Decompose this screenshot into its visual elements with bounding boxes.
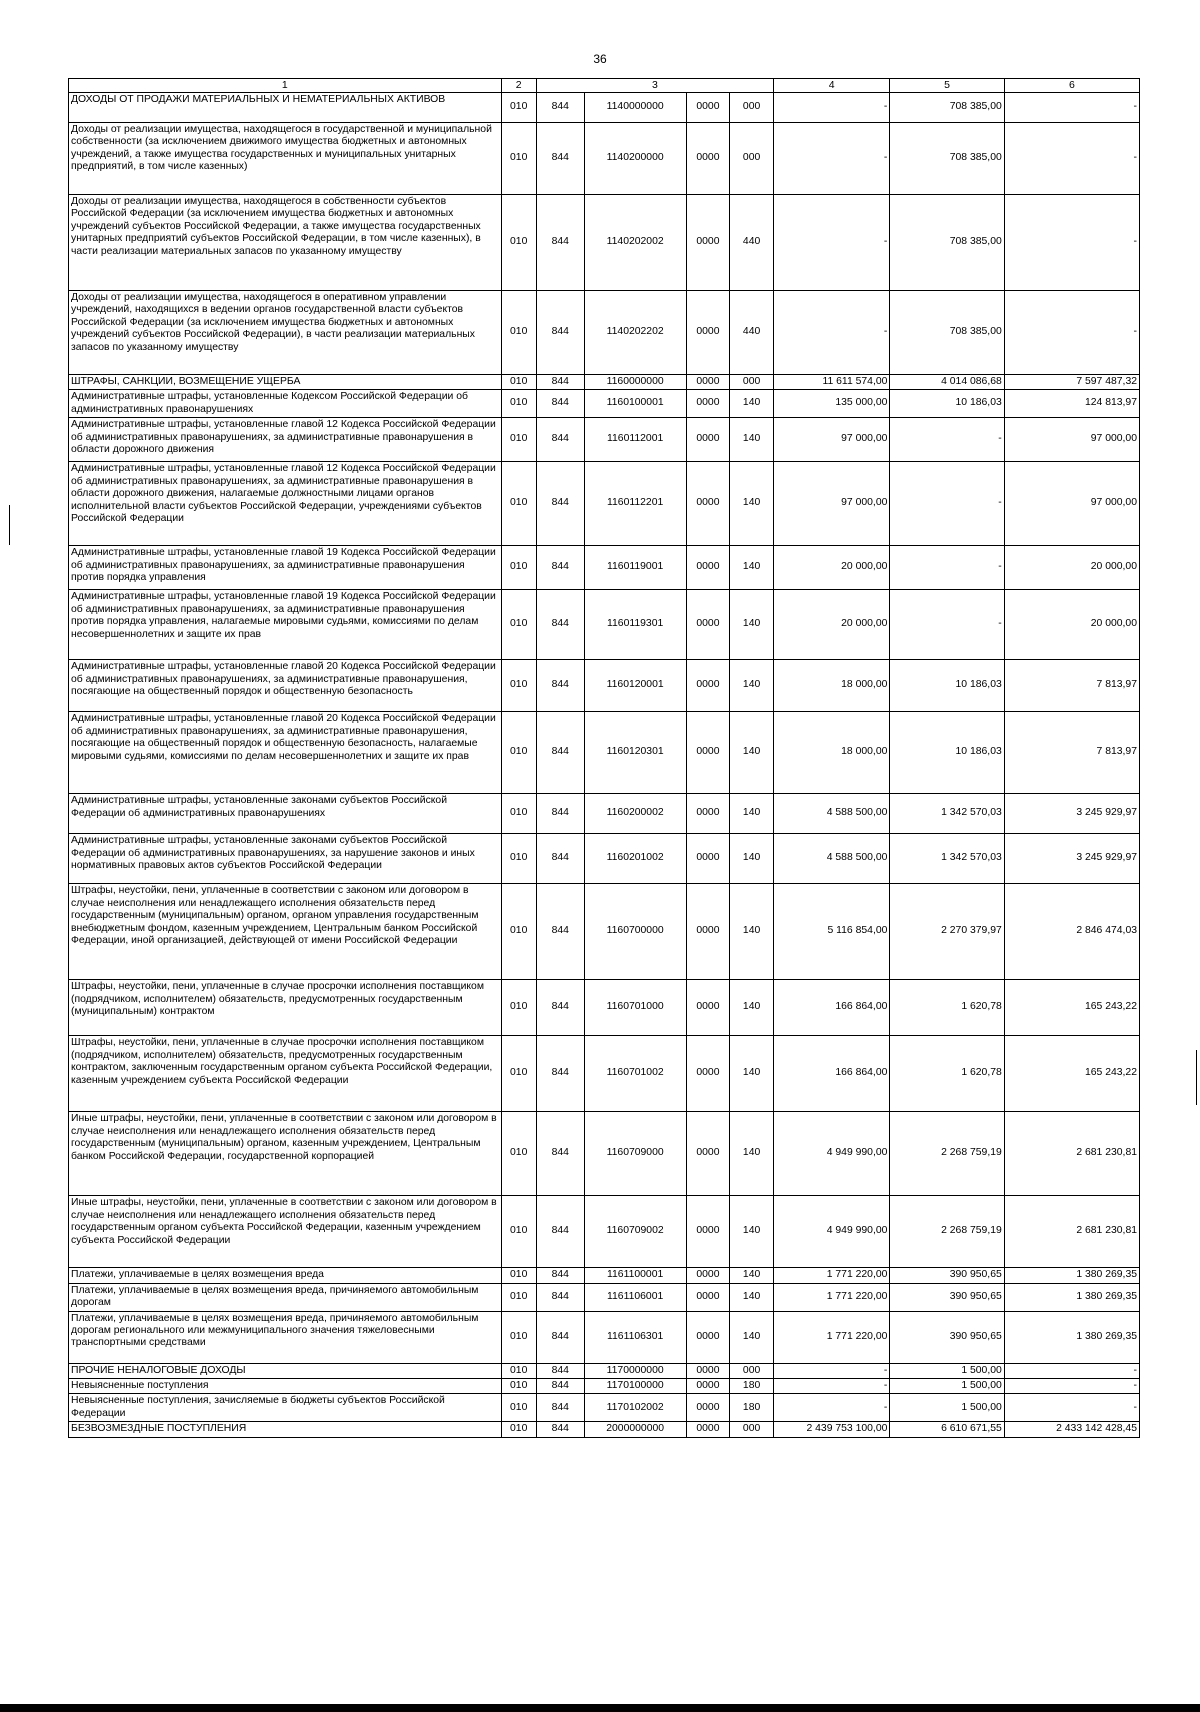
row-unexecuted-amount: -: [1004, 290, 1139, 374]
row-revenue-code: 1160119301: [584, 590, 686, 660]
row-revenue-code: 1160112001: [584, 418, 686, 462]
row-admin-code: 844: [536, 546, 584, 590]
row-name: Административные штрафы, установленные главой 19 Кодекса Российской Федерации об административных правонарушениях, за административные правонарушения против порядка управления: [69, 546, 502, 590]
row-name: Административные штрафы, установленные Кодексом Российской Федерации об административных правонарушениях: [69, 390, 502, 418]
row-executed-amount: -: [890, 462, 1004, 546]
row-executed-amount: 1 342 570,03: [890, 834, 1004, 884]
row-name: Платежи, уплачиваемые в целях возмещения вреда, причиняемого автомобильным дорогам: [69, 1283, 502, 1311]
row-executed-amount: 6 610 671,55: [890, 1422, 1004, 1437]
row-kosgu-code: 140: [730, 794, 774, 834]
row-admin-code: 844: [536, 834, 584, 884]
row-line-code: 010: [501, 712, 536, 794]
table-row: [69, 1036, 1140, 1112]
row-program-code: 0000: [686, 1422, 730, 1437]
row-kosgu-code: 140: [730, 462, 774, 546]
row-revenue-code: 1161106001: [584, 1283, 686, 1311]
row-approved-amount: 4 949 990,00: [773, 1196, 889, 1268]
table-row: [69, 374, 1140, 389]
row-approved-amount: 4 949 990,00: [773, 1112, 889, 1196]
row-admin-code: 844: [536, 1283, 584, 1311]
table-row: [69, 194, 1140, 290]
row-name: Доходы от реализации имущества, находящегося в государственной и муниципальной собственности (за исключением движимого имущества бюджетных и автономных учреждений, а также имущества государственных и муниципальных унитарных предприятий, в том числе казенных): [69, 122, 502, 194]
row-admin-code: 844: [536, 660, 584, 712]
row-program-code: 0000: [686, 1378, 730, 1393]
column-header-3: 3: [536, 79, 773, 93]
row-unexecuted-amount: 1 380 269,35: [1004, 1283, 1139, 1311]
row-unexecuted-amount: -: [1004, 1394, 1139, 1422]
row-name: Доходы от реализации имущества, находящегося в собственности субъектов Российской Федерации (за исключением имущества бюджетных и автономных учреждений субъектов Российской Федерации, а также имущества государственных унитарных предприятий субъектов Российской Федерации, в том числе казенных), в части реализации материальных запасов по указанному имуществу: [69, 194, 502, 290]
row-admin-code: 844: [536, 1196, 584, 1268]
row-revenue-code: 1140200000: [584, 122, 686, 194]
page-number: 36: [593, 52, 607, 66]
table-row: [69, 1268, 1140, 1283]
table-row: [69, 92, 1140, 122]
row-approved-amount: 5 116 854,00: [773, 884, 889, 980]
row-name: Невыясненные поступления, зачисляемые в бюджеты субъектов Российской Федерации: [69, 1394, 502, 1422]
table-row: [69, 590, 1140, 660]
table-row: [69, 660, 1140, 712]
row-unexecuted-amount: 3 245 929,97: [1004, 794, 1139, 834]
row-unexecuted-amount: 124 813,97: [1004, 390, 1139, 418]
row-unexecuted-amount: 165 243,22: [1004, 980, 1139, 1036]
row-name: ДОХОДЫ ОТ ПРОДАЖИ МАТЕРИАЛЬНЫХ И НЕМАТЕРИАЛЬНЫХ АКТИВОВ: [69, 92, 502, 122]
table-row: [69, 290, 1140, 374]
row-revenue-code: 1140000000: [584, 92, 686, 122]
table-row: [69, 1378, 1140, 1393]
row-revenue-code: 1160000000: [584, 374, 686, 389]
table-row: [69, 1422, 1140, 1437]
row-unexecuted-amount: 1 380 269,35: [1004, 1268, 1139, 1283]
table-row: [69, 1311, 1140, 1363]
row-program-code: 0000: [686, 546, 730, 590]
row-line-code: 010: [501, 1311, 536, 1363]
row-approved-amount: -: [773, 1363, 889, 1378]
row-admin-code: 844: [536, 1422, 584, 1437]
row-approved-amount: 18 000,00: [773, 660, 889, 712]
column-header-4: 4: [773, 79, 889, 93]
table-row: [69, 390, 1140, 418]
row-name: Административные штрафы, установленные главой 12 Кодекса Российской Федерации об административных правонарушениях, за административные правонарушения в области дорожного движения: [69, 418, 502, 462]
row-kosgu-code: 140: [730, 418, 774, 462]
row-program-code: 0000: [686, 462, 730, 546]
row-admin-code: 844: [536, 1036, 584, 1112]
table-row: [69, 122, 1140, 194]
row-revenue-code: 1160709000: [584, 1112, 686, 1196]
row-name: Иные штрафы, неустойки, пени, уплаченные в соответствии с законом или договором в случае неисполнения или ненадлежащего исполнения обязательств перед государственным (муниципальным) органом, казенным учреждением, Центральным банком Российской Федерации, государственной корпорацией: [69, 1112, 502, 1196]
row-approved-amount: 97 000,00: [773, 462, 889, 546]
row-executed-amount: 708 385,00: [890, 194, 1004, 290]
row-kosgu-code: 140: [730, 660, 774, 712]
row-program-code: 0000: [686, 92, 730, 122]
row-line-code: 010: [501, 834, 536, 884]
row-revenue-code: 1160700000: [584, 884, 686, 980]
row-executed-amount: 1 620,78: [890, 980, 1004, 1036]
row-unexecuted-amount: 97 000,00: [1004, 418, 1139, 462]
row-program-code: 0000: [686, 1363, 730, 1378]
table-row: [69, 462, 1140, 546]
row-approved-amount: -: [773, 1394, 889, 1422]
row-program-code: 0000: [686, 418, 730, 462]
row-program-code: 0000: [686, 660, 730, 712]
row-executed-amount: 1 342 570,03: [890, 794, 1004, 834]
row-approved-amount: 18 000,00: [773, 712, 889, 794]
row-executed-amount: 2 268 759,19: [890, 1196, 1004, 1268]
table-row: [69, 884, 1140, 980]
row-executed-amount: -: [890, 590, 1004, 660]
column-header-6: 6: [1004, 79, 1139, 93]
row-name: Административные штрафы, установленные главой 12 Кодекса Российской Федерации об административных правонарушениях, за административные правонарушения в области дорожного движения, налагаемые должностными лицами органов исполнительной власти субъектов Российской Федерации, учреждениями субъектов Российской Федерации: [69, 462, 502, 546]
row-kosgu-code: 140: [730, 590, 774, 660]
row-executed-amount: 390 950,65: [890, 1283, 1004, 1311]
row-line-code: 010: [501, 884, 536, 980]
row-kosgu-code: 140: [730, 1311, 774, 1363]
row-executed-amount: 708 385,00: [890, 290, 1004, 374]
row-admin-code: 844: [536, 462, 584, 546]
table-row: [69, 1283, 1140, 1311]
page-bottom-edge: [0, 1704, 1200, 1712]
row-program-code: 0000: [686, 194, 730, 290]
row-admin-code: 844: [536, 1394, 584, 1422]
row-unexecuted-amount: 97 000,00: [1004, 462, 1139, 546]
row-executed-amount: 708 385,00: [890, 92, 1004, 122]
row-line-code: 010: [501, 1422, 536, 1437]
row-kosgu-code: 000: [730, 1363, 774, 1378]
row-program-code: 0000: [686, 590, 730, 660]
row-admin-code: 844: [536, 418, 584, 462]
row-program-code: 0000: [686, 1283, 730, 1311]
row-line-code: 010: [501, 1268, 536, 1283]
row-program-code: 0000: [686, 1311, 730, 1363]
row-revenue-code: 1160701002: [584, 1036, 686, 1112]
row-approved-amount: -: [773, 1378, 889, 1393]
row-revenue-code: 1161106301: [584, 1311, 686, 1363]
row-approved-amount: -: [773, 92, 889, 122]
row-line-code: 010: [501, 92, 536, 122]
row-program-code: 0000: [686, 834, 730, 884]
row-executed-amount: 390 950,65: [890, 1268, 1004, 1283]
row-unexecuted-amount: 2 433 142 428,45: [1004, 1422, 1139, 1437]
row-approved-amount: -: [773, 122, 889, 194]
row-line-code: 010: [501, 1283, 536, 1311]
row-unexecuted-amount: 2 846 474,03: [1004, 884, 1139, 980]
table-row: [69, 712, 1140, 794]
row-kosgu-code: 440: [730, 194, 774, 290]
row-kosgu-code: 140: [730, 712, 774, 794]
row-line-code: 010: [501, 1036, 536, 1112]
row-unexecuted-amount: 20 000,00: [1004, 546, 1139, 590]
row-revenue-code: 2000000000: [584, 1422, 686, 1437]
row-program-code: 0000: [686, 1112, 730, 1196]
row-kosgu-code: 180: [730, 1378, 774, 1393]
row-kosgu-code: 140: [730, 884, 774, 980]
row-name: Штрафы, неустойки, пени, уплаченные в случае просрочки исполнения поставщиком (подрядчиком, исполнителем) обязательств, предусмотренных государственным контрактом, заключенным государственным органом субъекта Российской Федерации, казенным учреждением субъекта Российской Федерации: [69, 1036, 502, 1112]
row-unexecuted-amount: 20 000,00: [1004, 590, 1139, 660]
row-revenue-code: 1160119001: [584, 546, 686, 590]
row-unexecuted-amount: -: [1004, 1378, 1139, 1393]
table-body: [69, 79, 1140, 1438]
row-line-code: 010: [501, 546, 536, 590]
row-line-code: 010: [501, 390, 536, 418]
row-unexecuted-amount: -: [1004, 1363, 1139, 1378]
row-line-code: 010: [501, 418, 536, 462]
column-number-header: [69, 79, 1140, 93]
row-approved-amount: 97 000,00: [773, 418, 889, 462]
row-approved-amount: -: [773, 290, 889, 374]
row-program-code: 0000: [686, 1394, 730, 1422]
row-name: Административные штрафы, установленные главой 20 Кодекса Российской Федерации об административных правонарушениях, за административные правонарушения, посягающие на общественный порядок и общественную безопасность, налагаемые мировыми судьями, комиссиями по делам несовершеннолетних и защите их прав: [69, 712, 502, 794]
row-line-code: 010: [501, 794, 536, 834]
row-line-code: 010: [501, 290, 536, 374]
row-admin-code: 844: [536, 712, 584, 794]
row-revenue-code: 1160200002: [584, 794, 686, 834]
row-line-code: 010: [501, 374, 536, 389]
row-revenue-code: 1170102002: [584, 1394, 686, 1422]
row-name: Доходы от реализации имущества, находящегося в оперативном управлении учреждений, находящихся в ведении органов государственной власти субъектов Российской Федерации (за исключением имущества бюджетных и автономных учреждений субъектов Российской Федерации), в части реализации материальных запасов по указанному имуществу: [69, 290, 502, 374]
scan-artifact-line: [1196, 1050, 1197, 1105]
scan-artifact-line: [9, 505, 10, 545]
row-name: Административные штрафы, установленные главой 19 Кодекса Российской Федерации об административных правонарушениях, за административные правонарушения против порядка управления, налагаемые мировыми судьями, комиссиями по делам несовершеннолетних и защите их прав: [69, 590, 502, 660]
row-admin-code: 844: [536, 374, 584, 389]
row-unexecuted-amount: 2 681 230,81: [1004, 1112, 1139, 1196]
table-row: [69, 1112, 1140, 1196]
row-name: Штрафы, неустойки, пени, уплаченные в случае просрочки исполнения поставщиком (подрядчиком, исполнителем) обязательств, предусмотренных государственным (муниципальным) контрактом: [69, 980, 502, 1036]
row-approved-amount: 20 000,00: [773, 590, 889, 660]
row-executed-amount: 1 500,00: [890, 1363, 1004, 1378]
row-name: Иные штрафы, неустойки, пени, уплаченные в соответствии с законом или договором в случае неисполнения или ненадлежащего исполнения обязательств перед государственным органом субъекта Российской Федерации, казенным учреждением субъекта Российской Федерации: [69, 1196, 502, 1268]
row-line-code: 010: [501, 1378, 536, 1393]
row-kosgu-code: 140: [730, 1112, 774, 1196]
row-executed-amount: -: [890, 418, 1004, 462]
row-program-code: 0000: [686, 374, 730, 389]
revenue-report-table-container: [68, 78, 1140, 1438]
row-kosgu-code: 140: [730, 1268, 774, 1283]
column-header-2: 2: [501, 79, 536, 93]
row-admin-code: 844: [536, 290, 584, 374]
row-admin-code: 844: [536, 1112, 584, 1196]
row-revenue-code: 1160709002: [584, 1196, 686, 1268]
row-kosgu-code: 140: [730, 834, 774, 884]
row-executed-amount: 2 270 379,97: [890, 884, 1004, 980]
row-program-code: 0000: [686, 980, 730, 1036]
row-name: ШТРАФЫ, САНКЦИИ, ВОЗМЕЩЕНИЕ УЩЕРБА: [69, 374, 502, 389]
row-program-code: 0000: [686, 122, 730, 194]
row-line-code: 010: [501, 590, 536, 660]
row-unexecuted-amount: 7 813,97: [1004, 712, 1139, 794]
row-approved-amount: 1 771 220,00: [773, 1268, 889, 1283]
row-kosgu-code: 140: [730, 390, 774, 418]
row-revenue-code: 1160120301: [584, 712, 686, 794]
row-name: Штрафы, неустойки, пени, уплаченные в соответствии с законом или договором в случае неисполнения или ненадлежащего исполнения обязательств перед государственным (муниципальным) органом, органом управления государственным внебюджетным фондом, казенным учреждением, Центральным банком Российской Федерации, иной организацией, действующей от имени Российской Федерации: [69, 884, 502, 980]
row-approved-amount: 4 588 500,00: [773, 834, 889, 884]
row-name: Административные штрафы, установленные главой 20 Кодекса Российской Федерации об административных правонарушениях, за административные правонарушения, посягающие на общественный порядок и общественную безопасность: [69, 660, 502, 712]
row-name: Невыясненные поступления: [69, 1378, 502, 1393]
row-kosgu-code: 440: [730, 290, 774, 374]
row-executed-amount: -: [890, 546, 1004, 590]
row-kosgu-code: 000: [730, 374, 774, 389]
column-header-5: 5: [890, 79, 1004, 93]
row-approved-amount: -: [773, 194, 889, 290]
row-admin-code: 844: [536, 1268, 584, 1283]
row-revenue-code: 1160120001: [584, 660, 686, 712]
table-row: [69, 980, 1140, 1036]
row-executed-amount: 1 620,78: [890, 1036, 1004, 1112]
row-executed-amount: 390 950,65: [890, 1311, 1004, 1363]
row-executed-amount: 10 186,03: [890, 390, 1004, 418]
table-row: [69, 546, 1140, 590]
row-approved-amount: 11 611 574,00: [773, 374, 889, 389]
revenue-report-table: [68, 78, 1140, 1438]
row-executed-amount: 10 186,03: [890, 660, 1004, 712]
row-approved-amount: 1 771 220,00: [773, 1283, 889, 1311]
row-admin-code: 844: [536, 194, 584, 290]
row-line-code: 010: [501, 660, 536, 712]
row-name: Платежи, уплачиваемые в целях возмещения вреда, причиняемого автомобильным дорогам регионального или межмуниципального значения тяжеловесными транспортными средствами: [69, 1311, 502, 1363]
row-unexecuted-amount: 1 380 269,35: [1004, 1311, 1139, 1363]
row-admin-code: 844: [536, 92, 584, 122]
row-executed-amount: 1 500,00: [890, 1378, 1004, 1393]
row-kosgu-code: 140: [730, 1036, 774, 1112]
row-revenue-code: 1160201002: [584, 834, 686, 884]
row-name: ПРОЧИЕ НЕНАЛОГОВЫЕ ДОХОДЫ: [69, 1363, 502, 1378]
row-admin-code: 844: [536, 590, 584, 660]
row-approved-amount: 135 000,00: [773, 390, 889, 418]
row-program-code: 0000: [686, 1268, 730, 1283]
row-program-code: 0000: [686, 290, 730, 374]
row-kosgu-code: 000: [730, 92, 774, 122]
row-approved-amount: 4 588 500,00: [773, 794, 889, 834]
row-kosgu-code: 180: [730, 1394, 774, 1422]
row-revenue-code: 1161100001: [584, 1268, 686, 1283]
column-header-1: 1: [69, 79, 502, 93]
row-unexecuted-amount: 165 243,22: [1004, 1036, 1139, 1112]
row-approved-amount: 2 439 753 100,00: [773, 1422, 889, 1437]
row-name: БЕЗВОЗМЕЗДНЫЕ ПОСТУПЛЕНИЯ: [69, 1422, 502, 1437]
row-admin-code: 844: [536, 390, 584, 418]
table-row: [69, 834, 1140, 884]
row-admin-code: 844: [536, 794, 584, 834]
row-unexecuted-amount: 7 597 487,32: [1004, 374, 1139, 389]
row-kosgu-code: 140: [730, 1196, 774, 1268]
table-row: [69, 418, 1140, 462]
row-line-code: 010: [501, 122, 536, 194]
row-kosgu-code: 140: [730, 980, 774, 1036]
row-kosgu-code: 140: [730, 546, 774, 590]
row-executed-amount: 708 385,00: [890, 122, 1004, 194]
row-program-code: 0000: [686, 1036, 730, 1112]
row-executed-amount: 4 014 086,68: [890, 374, 1004, 389]
row-revenue-code: 1160112201: [584, 462, 686, 546]
row-revenue-code: 1160100001: [584, 390, 686, 418]
row-line-code: 010: [501, 1363, 536, 1378]
table-row: [69, 1196, 1140, 1268]
row-revenue-code: 1140202202: [584, 290, 686, 374]
row-revenue-code: 1170100000: [584, 1378, 686, 1393]
table-row: [69, 1363, 1140, 1378]
row-unexecuted-amount: -: [1004, 194, 1139, 290]
row-line-code: 010: [501, 980, 536, 1036]
row-name: Административные штрафы, установленные законами субъектов Российской Федерации об административных правонарушениях, за нарушение законов и иных нормативных правовых актов субъектов Российской Федерации: [69, 834, 502, 884]
row-executed-amount: 10 186,03: [890, 712, 1004, 794]
row-revenue-code: 1170000000: [584, 1363, 686, 1378]
row-line-code: 010: [501, 462, 536, 546]
row-line-code: 010: [501, 1112, 536, 1196]
row-approved-amount: 166 864,00: [773, 980, 889, 1036]
row-approved-amount: 20 000,00: [773, 546, 889, 590]
row-unexecuted-amount: -: [1004, 92, 1139, 122]
row-unexecuted-amount: 7 813,97: [1004, 660, 1139, 712]
row-unexecuted-amount: 3 245 929,97: [1004, 834, 1139, 884]
row-unexecuted-amount: -: [1004, 122, 1139, 194]
row-program-code: 0000: [686, 884, 730, 980]
row-name: Административные штрафы, установленные законами субъектов Российской Федерации об административных правонарушениях: [69, 794, 502, 834]
row-approved-amount: 166 864,00: [773, 1036, 889, 1112]
table-row: [69, 794, 1140, 834]
row-program-code: 0000: [686, 390, 730, 418]
row-program-code: 0000: [686, 712, 730, 794]
row-admin-code: 844: [536, 980, 584, 1036]
row-executed-amount: 1 500,00: [890, 1394, 1004, 1422]
row-admin-code: 844: [536, 884, 584, 980]
row-executed-amount: 2 268 759,19: [890, 1112, 1004, 1196]
row-program-code: 0000: [686, 794, 730, 834]
row-kosgu-code: 000: [730, 1422, 774, 1437]
row-admin-code: 844: [536, 122, 584, 194]
row-admin-code: 844: [536, 1378, 584, 1393]
row-unexecuted-amount: 2 681 230,81: [1004, 1196, 1139, 1268]
row-admin-code: 844: [536, 1363, 584, 1378]
row-line-code: 010: [501, 194, 536, 290]
row-kosgu-code: 000: [730, 122, 774, 194]
row-revenue-code: 1140202002: [584, 194, 686, 290]
row-line-code: 010: [501, 1394, 536, 1422]
row-kosgu-code: 140: [730, 1283, 774, 1311]
row-approved-amount: 1 771 220,00: [773, 1311, 889, 1363]
row-line-code: 010: [501, 1196, 536, 1268]
row-program-code: 0000: [686, 1196, 730, 1268]
table-row: [69, 1394, 1140, 1422]
row-revenue-code: 1160701000: [584, 980, 686, 1036]
row-admin-code: 844: [536, 1311, 584, 1363]
row-name: Платежи, уплачиваемые в целях возмещения вреда: [69, 1268, 502, 1283]
